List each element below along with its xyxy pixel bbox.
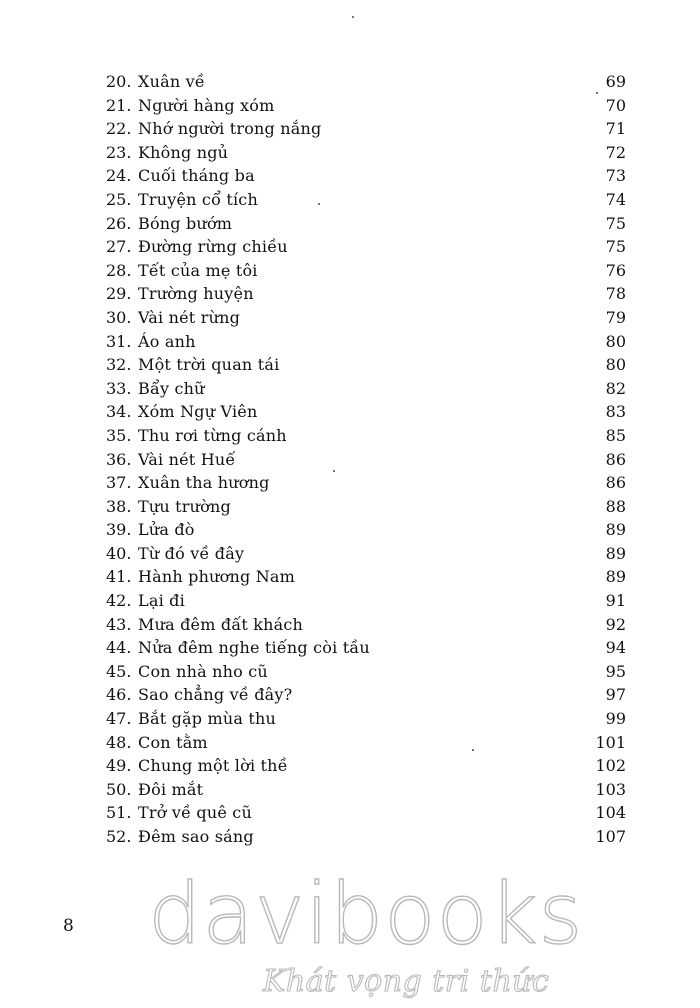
toc-entry-number: 29. [106,284,132,304]
toc-entry-page: 73 [605,166,626,186]
toc-entry-title: Lại đi [138,591,185,611]
scan-speck [318,203,320,205]
toc-entry-page: 89 [605,567,626,587]
toc-entry [106,141,626,165]
toc-entry-page: 83 [605,402,626,422]
toc-entry [106,330,626,354]
toc-entry-title: Xóm Ngự Viên [138,402,258,422]
toc-entry-number: 45. [106,661,132,681]
toc-entry-title: Nửa đêm nghe tiếng còi tầu [138,638,370,658]
toc-entry-page: 78 [605,284,626,304]
scan-speck [352,16,354,18]
toc-entry-number: 43. [106,614,132,634]
toc-entry [106,613,626,637]
toc-entry-number: 26. [106,213,132,233]
toc-entry-number: 36. [106,449,132,469]
toc-entry-page: 86 [605,473,626,493]
toc-entry [106,731,626,755]
toc-entry-number: 33. [106,378,132,398]
toc-entry-page: 69 [605,72,626,91]
toc-entry [106,117,626,141]
toc-entry-title: Áo anh [138,331,196,351]
toc-entry-number: 42. [106,591,132,611]
toc-entry-page: 89 [605,543,626,563]
toc-entry [106,801,626,825]
toc-entry-page: 71 [605,119,626,139]
toc-entry [106,589,626,613]
toc-entry-number: 44. [106,638,132,658]
toc-entry [106,707,626,731]
toc-entry-page: 97 [605,685,626,705]
scan-speck [472,749,474,751]
toc-entry-page: 80 [605,331,626,351]
toc-entry [106,306,626,330]
toc-entry-number: 30. [106,307,132,327]
toc-entry-title: Tết của mẹ tôi [138,260,258,280]
toc-entry-page: 91 [605,591,626,611]
toc-entry-title: Xuân về [138,72,205,91]
toc-entry-page: 107 [595,827,626,846]
toc-entry-page: 89 [605,520,626,540]
toc-entry-number: 51. [106,803,132,823]
toc-entry-page: 85 [605,425,626,445]
toc-entry [106,212,626,236]
toc-entry [106,188,626,212]
toc-entry [106,164,626,188]
toc-entry [106,377,626,401]
toc-entry-title: Xuân tha hương [138,473,270,493]
toc-entry-title: Con nhà nho cũ [138,661,268,681]
toc-entry-title: Từ đó về đây [138,543,245,563]
toc-entry-number: 23. [106,142,132,162]
toc-entry-page: 75 [605,237,626,257]
toc-entry-page: 72 [605,142,626,162]
toc-entry-page: 70 [605,95,626,115]
toc-entry [106,282,626,306]
toc-entry-number: 39. [106,520,132,540]
toc-entry-page: 102 [595,756,626,776]
page-number: 8 [63,916,74,936]
toc-entry-title: Trường huyện [138,284,254,304]
toc-entry-number: 21. [106,95,132,115]
toc-entry-page: 76 [605,260,626,280]
toc-entry [106,400,626,424]
toc-entry-title: Trở về quê cũ [138,803,252,823]
toc-entry-page: 88 [605,496,626,516]
toc-entry-page: 99 [605,709,626,729]
toc-entry-number: 20. [106,72,132,91]
toc-entry-number: 24. [106,166,132,186]
toc-entry-number: 50. [106,779,132,799]
toc-entry-page: 95 [605,661,626,681]
toc-entry-number: 22. [106,119,132,139]
toc-entry-page: 79 [605,307,626,327]
toc-entry-number: 46. [106,685,132,705]
toc-entry [106,471,626,495]
toc-entry-title: Vài nét rừng [138,307,241,327]
toc-entry-title: Không ngủ [138,142,229,162]
toc-entry-title: Bắt gặp mùa thu [138,709,277,729]
toc-entry-title: Hành phương Nam [138,567,296,587]
toc-entry [106,70,626,94]
toc-entry [106,660,626,684]
toc-entry [106,825,626,849]
toc-entry-number: 47. [106,709,132,729]
toc-entry-page: 103 [595,779,626,799]
watermark-tagline: Khát vọng tri thức [263,964,550,999]
table-of-contents [106,70,626,849]
toc-entry [106,495,626,519]
toc-entry [106,636,626,660]
scan-speck [333,470,335,472]
toc-entry-number: 25. [106,189,132,209]
toc-entry-title: Đêm sao sáng [138,827,254,846]
toc-entry-page: 75 [605,213,626,233]
scan-speck [596,92,598,94]
toc-entry-title: Sao chẳng về đây? [138,685,293,705]
toc-entry-number: 41. [106,567,132,587]
toc-entry-page: 104 [595,803,626,823]
toc-entry [106,94,626,118]
toc-entry-title: Truyện cổ tích [138,189,258,209]
toc-entry-number: 27. [106,237,132,257]
toc-entry [106,778,626,802]
toc-entry-page: 86 [605,449,626,469]
toc-entry [106,518,626,542]
toc-entry-title: Vài nét Huế [138,449,236,469]
toc-entry-title: Người hàng xóm [138,95,275,115]
toc-entry-title: Chung một lời thề [138,756,288,776]
toc-entry-title: Mưa đêm đất khách [138,614,304,634]
toc-entry-title: Đường rừng chiều [138,237,288,257]
toc-entry-number: 48. [106,732,132,752]
toc-entry-title: Nhớ người trong nắng [138,119,322,139]
toc-entry [106,424,626,448]
toc-entry-number: 37. [106,473,132,493]
toc-entry-title: Thu rơi từng cánh [138,425,287,445]
toc-entry-number: 28. [106,260,132,280]
toc-entry-number: 35. [106,425,132,445]
toc-entry-number: 32. [106,355,132,375]
toc-entry [106,235,626,259]
toc-entry-page: 92 [605,614,626,634]
toc-entry-number: 40. [106,543,132,563]
toc-entry-page: 80 [605,355,626,375]
toc-entry-number: 38. [106,496,132,516]
toc-entry [106,565,626,589]
toc-entry-title: Cuối tháng ba [138,166,255,186]
toc-entry-page: 74 [605,189,626,209]
toc-entry-page: 94 [605,638,626,658]
toc-entry-number: 52. [106,827,132,846]
toc-entry-title: Bẩy chữ [138,378,205,398]
toc-entry [106,353,626,377]
toc-entry-title: Tựu trường [138,496,231,516]
watermark [148,865,584,999]
toc-entry-title: Lửa đò [138,520,195,540]
toc-entry [106,259,626,283]
toc-entry-title: Con tằm [138,732,208,752]
toc-entry-title: Đôi mắt [138,779,204,799]
toc-entry [106,754,626,778]
toc-entry-number: 31. [106,331,132,351]
toc-entry [106,448,626,472]
toc-entry [106,542,626,566]
toc-entry [106,683,626,707]
watermark-logo: davibooks [148,865,584,963]
toc-entry-page: 82 [605,378,626,398]
toc-entry-page: 101 [595,732,626,752]
toc-entry-number: 49. [106,756,132,776]
toc-entry-title: Một trời quan tái [138,355,280,375]
toc-entry-number: 34. [106,402,132,422]
toc-entry-title: Bóng bướm [138,213,233,233]
